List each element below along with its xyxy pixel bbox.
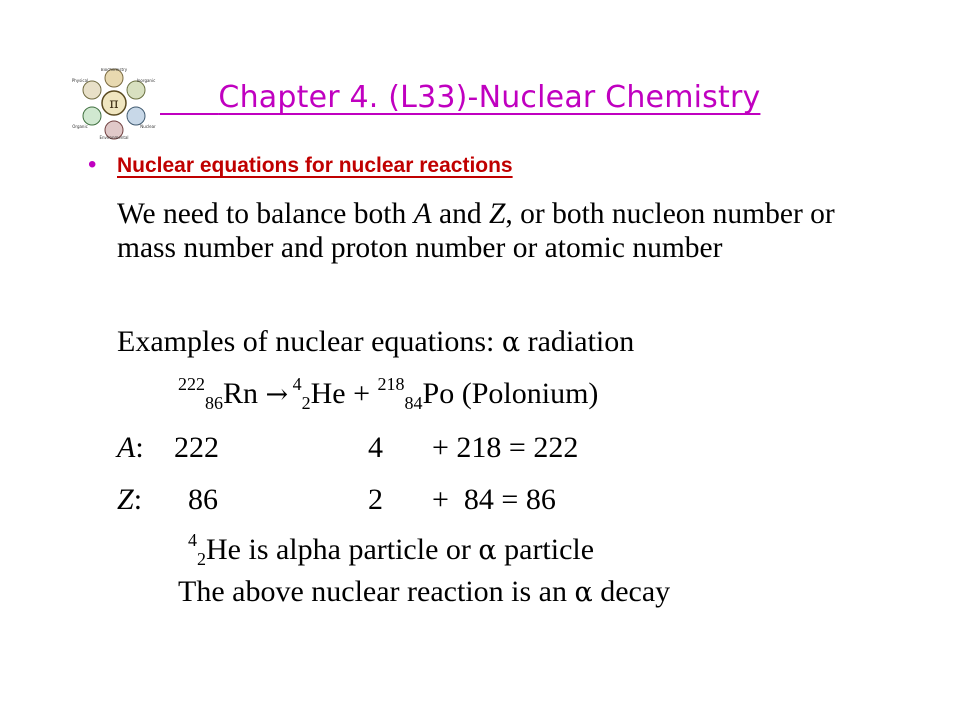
atomic-balance-v1: 86 xyxy=(188,483,218,516)
title-lead-space xyxy=(160,80,218,115)
atomic-balance-v2: 2 xyxy=(368,483,383,516)
subheading: Nuclear equations for nuclear reactions xyxy=(117,154,513,177)
bullet-icon: • xyxy=(88,151,97,178)
svg-text:Biochemistry: Biochemistry xyxy=(100,68,128,72)
mass-balance-line: A: xyxy=(117,431,144,464)
slide-title: Chapter 4. (L33)-Nuclear Chemistry xyxy=(160,80,810,124)
mass-balance-v2: 4 xyxy=(368,431,383,464)
arrow-icon: → xyxy=(265,379,289,410)
mass-balance-v1: 222 xyxy=(174,431,219,464)
svg-text:Environmental: Environmental xyxy=(99,135,129,140)
atomic-balance-line: Z: xyxy=(117,483,143,516)
balance-paragraph: We need to balance both A and Z, or both nucleon number or mass number and proton number or atomic number xyxy=(117,198,835,264)
svg-text:π: π xyxy=(109,96,119,112)
mass-balance-rest: + 218 = 222 xyxy=(432,431,579,464)
decay-line: The above nuclear reaction is an α decay xyxy=(178,575,671,608)
chemistry-wheel-logo xyxy=(70,68,158,140)
nuclear-equation: $^{222}_{86}$Rn → $^4_2$He + $^{218}_{84}$Po (Polonium) xyxy=(178,374,599,413)
svg-text:Inorganic: Inorganic xyxy=(136,78,156,83)
svg-text:Physical: Physical xyxy=(71,78,89,83)
atomic-balance-rest: + 84 = 86 xyxy=(432,483,556,516)
svg-text:Nuclear: Nuclear xyxy=(140,124,156,129)
svg-text:Organic: Organic xyxy=(72,124,88,129)
examples-line: Examples of nuclear equations: α radiation xyxy=(117,325,635,358)
alpha-particle-line: $^4_2$He is alpha particle or α particle xyxy=(188,530,595,569)
